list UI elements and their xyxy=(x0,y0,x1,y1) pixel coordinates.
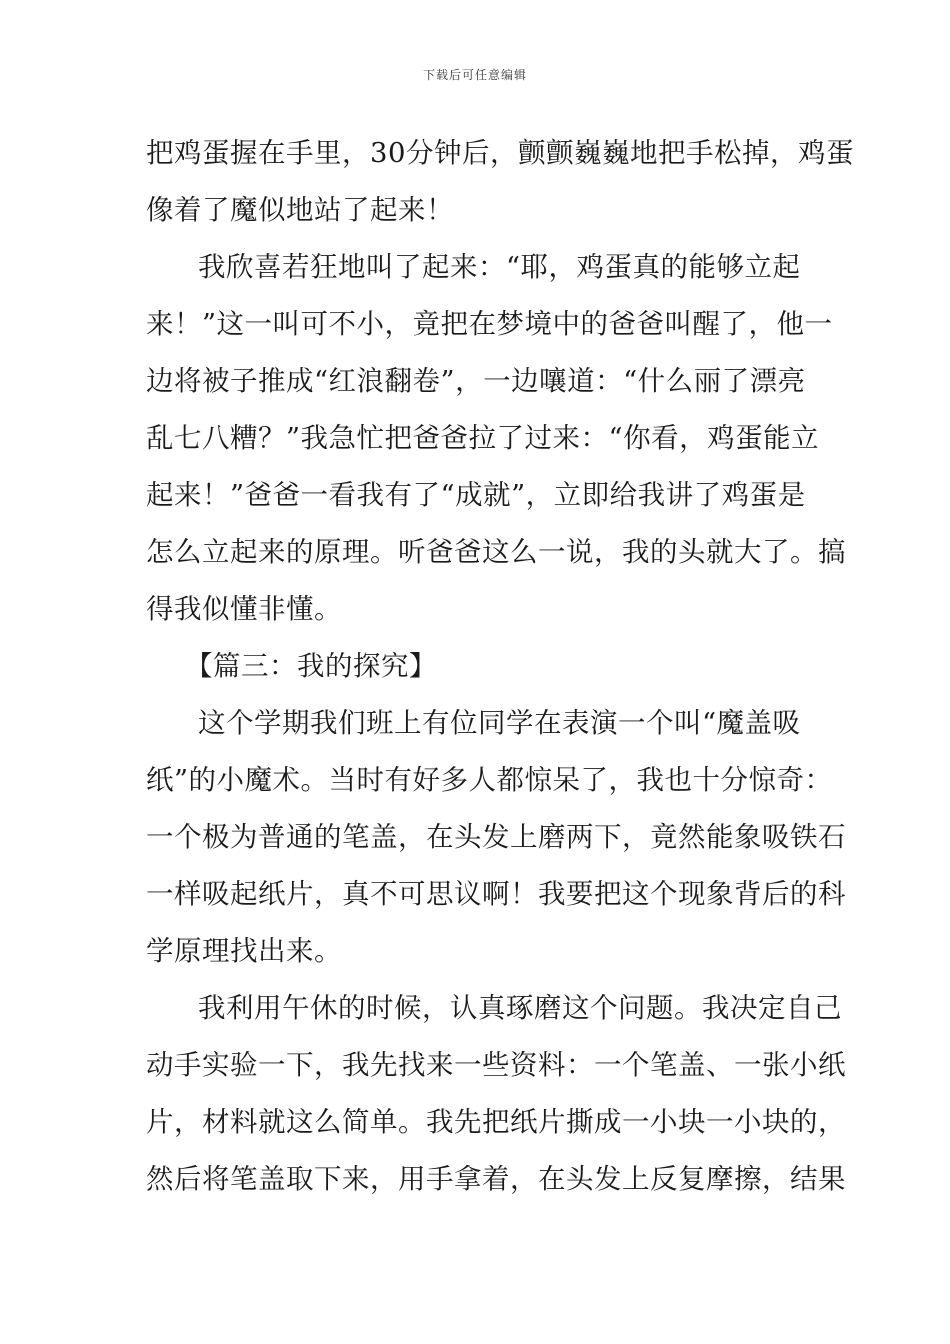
text-line: 一样吸起纸片，真不可思议啊！我要把这个现象背后的科 xyxy=(146,878,846,910)
text-line: 片，材料就这么简单。我先把纸片撕成一小块一小块的， xyxy=(146,1106,846,1138)
text-line: 纸”的小魔术。当时有好多人都惊呆了，我也十分惊奇： xyxy=(146,764,833,796)
text-line: 边将被子推成“红浪翻卷”，一边嚷道：“什么丽了漂亮 xyxy=(146,365,806,397)
text-line: 起来！”爸爸一看我有了“成就”，立即给我讲了鸡蛋是 xyxy=(146,479,806,511)
text-line: 我利用午休的时候，认真琢磨这个问题。我决定自己 xyxy=(198,992,842,1024)
text-line: 把鸡蛋握在手里，30分钟后，颤颤巍巍地把手松掉，鸡蛋 xyxy=(146,137,854,169)
text-line: 动手实验一下，我先找来一些资料：一个笔盖、一张小纸 xyxy=(146,1049,846,1081)
text-line: 得我似懂非懂。 xyxy=(146,593,342,625)
text-line: 来！”这一叫可不小，竟把在梦境中的爸爸叫醒了，他一 xyxy=(146,308,833,340)
text-line: 像着了魔似地站了起来！ xyxy=(146,194,454,226)
text-line: 乱七八糟？”我急忙把爸爸拉了过来：“你看，鸡蛋能立 xyxy=(146,422,820,454)
page-header-note: 下载后可任意编辑 xyxy=(422,68,527,82)
text-line: 这个学期我们班上有位同学在表演一个叫“魔盖吸 xyxy=(198,707,801,739)
text-line: 然后将笔盖取下来，用手拿着，在头发上反复摩擦，结果 xyxy=(146,1163,846,1195)
text-line: 怎么立起来的原理。听爸爸这么一说，我的头就大了。搞 xyxy=(146,536,846,568)
text-line: 学原理找出来。 xyxy=(146,935,342,967)
text-line: 一个极为普通的笔盖，在头发上磨两下，竟然能象吸铁石 xyxy=(146,821,846,853)
section-heading: 【篇三：我的探究】 xyxy=(185,650,437,682)
text-line: 我欣喜若狂地叫了起来：“耶，鸡蛋真的能够立起 xyxy=(198,251,801,283)
